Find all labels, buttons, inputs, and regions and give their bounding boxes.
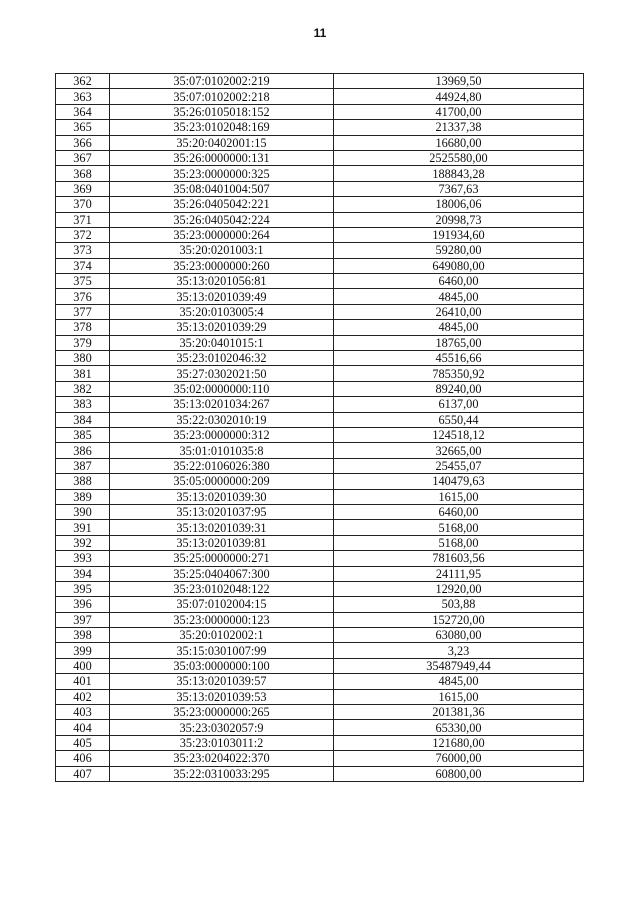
table-row [56, 520, 584, 535]
cadastral-number-cell: 35:23:0000000:260 [110, 258, 334, 273]
table-row [56, 535, 584, 550]
value-cell: 35487949,44 [334, 658, 584, 673]
value-cell: 65330,00 [334, 720, 584, 735]
cadastral-number-cell: 35:20:0402001:15 [110, 135, 334, 150]
table-row [56, 212, 584, 227]
value-cell: 649080,00 [334, 258, 584, 273]
table-row [56, 751, 584, 766]
table-row [56, 427, 584, 442]
value-cell: 140479,63 [334, 474, 584, 489]
value-cell: 121680,00 [334, 735, 584, 750]
value-cell: 26410,00 [334, 304, 584, 319]
cadastral-number-cell: 35:13:0201039:30 [110, 489, 334, 504]
table-row [56, 304, 584, 319]
value-cell: 4845,00 [334, 320, 584, 335]
row-number-cell: 395 [56, 581, 110, 596]
cadastral-number-cell: 35:23:0102048:169 [110, 120, 334, 135]
table-row [56, 381, 584, 396]
cadastral-number-cell: 35:22:0302010:19 [110, 412, 334, 427]
row-number-cell: 402 [56, 689, 110, 704]
cadastral-number-cell: 35:25:0404067:300 [110, 566, 334, 581]
table-row [56, 612, 584, 627]
cadastral-number-cell: 35:13:0201039:81 [110, 535, 334, 550]
row-number-cell: 378 [56, 320, 110, 335]
table-row [56, 227, 584, 242]
value-cell: 63080,00 [334, 628, 584, 643]
row-number-cell: 371 [56, 212, 110, 227]
table-row [56, 412, 584, 427]
table-row [56, 274, 584, 289]
cadastral-number-cell: 35:13:0201039:29 [110, 320, 334, 335]
table-row [56, 674, 584, 689]
table-row [56, 181, 584, 196]
value-cell: 20998,73 [334, 212, 584, 227]
table-row [56, 397, 584, 412]
row-number-cell: 405 [56, 735, 110, 750]
row-number-cell: 367 [56, 150, 110, 165]
value-cell: 152720,00 [334, 612, 584, 627]
value-cell: 6460,00 [334, 504, 584, 519]
row-number-cell: 374 [56, 258, 110, 273]
cadastral-number-cell: 35:13:0201039:31 [110, 520, 334, 535]
table-row [56, 320, 584, 335]
row-number-cell: 383 [56, 397, 110, 412]
value-cell: 60800,00 [334, 766, 584, 781]
table-row [56, 243, 584, 258]
row-number-cell: 394 [56, 566, 110, 581]
table-row [56, 197, 584, 212]
row-number-cell: 404 [56, 720, 110, 735]
value-cell: 18765,00 [334, 335, 584, 350]
table-row [56, 89, 584, 104]
row-number-cell: 370 [56, 197, 110, 212]
cadastral-number-cell: 35:23:0204022:370 [110, 751, 334, 766]
row-number-cell: 379 [56, 335, 110, 350]
page-number: 11 [313, 26, 327, 40]
value-cell: 41700,00 [334, 104, 584, 119]
value-cell: 4845,00 [334, 674, 584, 689]
value-cell: 25455,07 [334, 458, 584, 473]
cadastral-number-cell: 35:23:0000000:325 [110, 166, 334, 181]
row-number-cell: 385 [56, 427, 110, 442]
row-number-cell: 392 [56, 535, 110, 550]
table-row [56, 150, 584, 165]
value-cell: 44924,80 [334, 89, 584, 104]
table-row [56, 597, 584, 612]
table-row [56, 135, 584, 150]
cadastral-number-cell: 35:13:0201056:81 [110, 274, 334, 289]
row-number-cell: 384 [56, 412, 110, 427]
value-cell: 13969,50 [334, 74, 584, 89]
value-cell: 6550,44 [334, 412, 584, 427]
table-row [56, 366, 584, 381]
row-number-cell: 398 [56, 628, 110, 643]
row-number-cell: 382 [56, 381, 110, 396]
value-cell: 12920,00 [334, 581, 584, 596]
row-number-cell: 386 [56, 443, 110, 458]
cadastral-number-cell: 35:20:0103005:4 [110, 304, 334, 319]
cadastral-number-cell: 35:23:0000000:265 [110, 705, 334, 720]
table-body [56, 74, 584, 782]
value-cell: 24111,95 [334, 566, 584, 581]
row-number-cell: 369 [56, 181, 110, 196]
row-number-cell: 407 [56, 766, 110, 781]
table-row [56, 74, 584, 89]
cadastral-number-cell: 35:26:0405042:221 [110, 197, 334, 212]
table-row [56, 566, 584, 581]
row-number-cell: 388 [56, 474, 110, 489]
row-number-cell: 390 [56, 504, 110, 519]
cadastral-number-cell: 35:03:0000000:100 [110, 658, 334, 673]
cadastral-number-cell: 35:20:0102002:1 [110, 628, 334, 643]
cadastral-number-cell: 35:13:0201039:53 [110, 689, 334, 704]
table-row [56, 658, 584, 673]
value-cell: 32665,00 [334, 443, 584, 458]
table-row [56, 489, 584, 504]
row-number-cell: 362 [56, 74, 110, 89]
cadastral-number-cell: 35:13:0201034:267 [110, 397, 334, 412]
cadastral-number-cell: 35:05:0000000:209 [110, 474, 334, 489]
value-cell: 76000,00 [334, 751, 584, 766]
row-number-cell: 376 [56, 289, 110, 304]
cadastral-number-cell: 35:23:0000000:264 [110, 227, 334, 242]
cadastral-number-cell: 35:25:0000000:271 [110, 551, 334, 566]
value-cell: 21337,38 [334, 120, 584, 135]
cadastral-number-cell: 35:07:0102004:15 [110, 597, 334, 612]
row-number-cell: 375 [56, 274, 110, 289]
value-cell: 45516,66 [334, 351, 584, 366]
value-cell: 6460,00 [334, 274, 584, 289]
row-number-cell: 373 [56, 243, 110, 258]
cadastral-number-cell: 35:22:0106026:380 [110, 458, 334, 473]
table-row [56, 705, 584, 720]
cadastral-number-cell: 35:26:0000000:131 [110, 150, 334, 165]
parcel-value-table [55, 73, 584, 782]
row-number-cell: 399 [56, 643, 110, 658]
cadastral-number-cell: 35:27:0302021:50 [110, 366, 334, 381]
row-number-cell: 372 [56, 227, 110, 242]
value-cell: 1615,00 [334, 689, 584, 704]
cadastral-number-cell: 35:15:0301007:99 [110, 643, 334, 658]
row-number-cell: 400 [56, 658, 110, 673]
cadastral-number-cell: 35:23:0302057:9 [110, 720, 334, 735]
row-number-cell: 368 [56, 166, 110, 181]
cadastral-number-cell: 35:20:0401015:1 [110, 335, 334, 350]
row-number-cell: 393 [56, 551, 110, 566]
cadastral-number-cell: 35:07:0102002:219 [110, 74, 334, 89]
table-row [56, 504, 584, 519]
table-row [56, 628, 584, 643]
value-cell: 3,23 [334, 643, 584, 658]
row-number-cell: 406 [56, 751, 110, 766]
row-number-cell: 397 [56, 612, 110, 627]
cadastral-number-cell: 35:02:0000000:110 [110, 381, 334, 396]
table-row [56, 720, 584, 735]
cadastral-number-cell: 35:20:0201003:1 [110, 243, 334, 258]
cadastral-number-cell: 35:22:0310033:295 [110, 766, 334, 781]
table-row [56, 120, 584, 135]
cadastral-number-cell: 35:13:0201037:95 [110, 504, 334, 519]
value-cell: 201381,36 [334, 705, 584, 720]
table-row [56, 643, 584, 658]
table-row [56, 474, 584, 489]
row-number-cell: 387 [56, 458, 110, 473]
table-row [56, 166, 584, 181]
row-number-cell: 380 [56, 351, 110, 366]
table-row [56, 735, 584, 750]
value-cell: 16680,00 [334, 135, 584, 150]
value-cell: 89240,00 [334, 381, 584, 396]
cadastral-number-cell: 35:23:0102048:122 [110, 581, 334, 596]
row-number-cell: 364 [56, 104, 110, 119]
row-number-cell: 391 [56, 520, 110, 535]
cadastral-number-cell: 35:07:0102002:218 [110, 89, 334, 104]
row-number-cell: 381 [56, 366, 110, 381]
cadastral-number-cell: 35:26:0105018:152 [110, 104, 334, 119]
cadastral-number-cell: 35:01:0101035:8 [110, 443, 334, 458]
value-cell: 188843,28 [334, 166, 584, 181]
table-row [56, 443, 584, 458]
table-row [56, 766, 584, 781]
value-cell: 6137,00 [334, 397, 584, 412]
value-cell: 191934,60 [334, 227, 584, 242]
value-cell: 1615,00 [334, 489, 584, 504]
value-cell: 18006,06 [334, 197, 584, 212]
row-number-cell: 396 [56, 597, 110, 612]
row-number-cell: 366 [56, 135, 110, 150]
value-cell: 503,88 [334, 597, 584, 612]
table-row [56, 104, 584, 119]
table-row [56, 458, 584, 473]
table-row [56, 551, 584, 566]
row-number-cell: 365 [56, 120, 110, 135]
cadastral-number-cell: 35:13:0201039:57 [110, 674, 334, 689]
cadastral-number-cell: 35:08:0401004:507 [110, 181, 334, 196]
row-number-cell: 389 [56, 489, 110, 504]
row-number-cell: 401 [56, 674, 110, 689]
table-row [56, 351, 584, 366]
value-cell: 59280,00 [334, 243, 584, 258]
table-row [56, 289, 584, 304]
cadastral-number-cell: 35:23:0102046:32 [110, 351, 334, 366]
table-row [56, 335, 584, 350]
value-cell: 2525580,00 [334, 150, 584, 165]
value-cell: 5168,00 [334, 535, 584, 550]
value-cell: 4845,00 [334, 289, 584, 304]
cadastral-number-cell: 35:23:0103011:2 [110, 735, 334, 750]
value-cell: 124518,12 [334, 427, 584, 442]
cadastral-number-cell: 35:26:0405042:224 [110, 212, 334, 227]
value-cell: 7367,63 [334, 181, 584, 196]
value-cell: 785350,92 [334, 366, 584, 381]
table-row [56, 581, 584, 596]
row-number-cell: 363 [56, 89, 110, 104]
row-number-cell: 377 [56, 304, 110, 319]
table-row [56, 258, 584, 273]
table-row [56, 689, 584, 704]
value-cell: 781603,56 [334, 551, 584, 566]
cadastral-number-cell: 35:23:0000000:312 [110, 427, 334, 442]
value-cell: 5168,00 [334, 520, 584, 535]
row-number-cell: 403 [56, 705, 110, 720]
cadastral-number-cell: 35:13:0201039:49 [110, 289, 334, 304]
cadastral-number-cell: 35:23:0000000:123 [110, 612, 334, 627]
